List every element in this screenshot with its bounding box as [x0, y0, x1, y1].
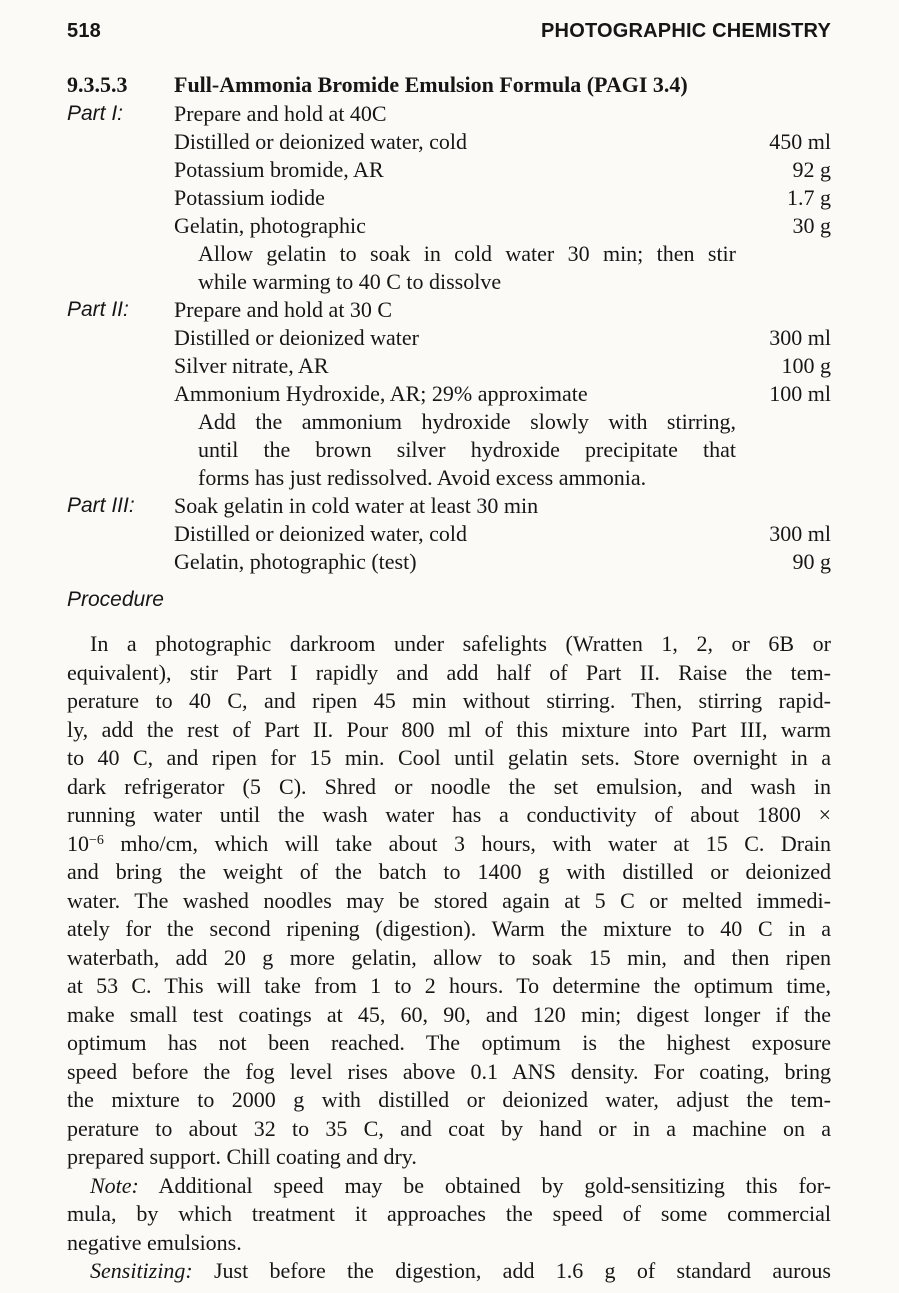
page-number: 518 [67, 19, 101, 42]
text-line: ly, add the rest of Part II. Pour 800 ml of this mixture into Part III, warm [67, 716, 831, 742]
ingredient-row [67, 212, 831, 240]
text-line [67, 830, 831, 859]
part-note-row [67, 268, 831, 296]
part-note-row [67, 408, 831, 436]
text-line: optimum has not been reached. The optimum is the highest exposure [67, 1030, 831, 1055]
text-line: running water until the wash water has a conductivity of about 1800 × [67, 802, 831, 827]
part-heading-row [67, 100, 831, 128]
ingredient-row [67, 156, 831, 184]
part-note-line: Allow gelatin to soak in cold water 30 min; then stir [198, 241, 736, 266]
ingredient-name: Silver nitrate, AR [174, 353, 329, 378]
text-line: speed before the fog level rises above 0.1 ANS density. For coating, bring [67, 1058, 831, 1084]
ingredient-name: Gelatin, photographic (test) [174, 549, 417, 574]
part-note-line: until the brown silver hydroxide precipitate that [198, 437, 736, 462]
ingredient-quantity: 100 ml [769, 381, 831, 406]
ingredient-row [67, 548, 831, 576]
text-line: to 40 C, and ripen for 15 min. Cool until gelatin sets. Store overnight in a [67, 745, 831, 770]
part-note-line: Add the ammonium hydroxide slowly with stirring, [198, 409, 736, 434]
ingredient-name: Potassium iodide [174, 185, 325, 210]
exponent-base: 10 [67, 830, 89, 856]
part-label: Part II: [67, 298, 129, 321]
part-heading-row [67, 296, 831, 324]
text-line: and bring the weight of the batch to 1400 g with distilled or deionized [67, 859, 831, 884]
part-note-row [67, 436, 831, 464]
text-run: Additional speed may be obtained by gold-sensitizing this for- [138, 1172, 831, 1198]
running-header [67, 18, 831, 44]
ingredient-row [67, 184, 831, 212]
text-line: ately for the second ripening (digestion). Warm the mixture to 40 C in a [67, 916, 831, 941]
part-label: Part I: [67, 102, 124, 125]
text-line: perature to 40 C, and ripen 45 min without stirring. Then, stirring rapid- [67, 688, 831, 713]
sensitizing-label: Sensitizing: [90, 1258, 193, 1283]
section-number: 9.3.5.3 [67, 72, 128, 97]
note-paragraph [67, 1172, 831, 1258]
ingredient-name: Potassium bromide, AR [174, 157, 384, 182]
note-label: Note: [90, 1172, 139, 1198]
ingredient-row [67, 520, 831, 548]
formula-table [67, 100, 831, 576]
ingredient-quantity: 92 g [792, 157, 831, 182]
section-title [67, 72, 688, 98]
formula-part [67, 100, 831, 296]
text-line: at 53 C. This will take from 1 to 2 hours. To determine the optimum time, [67, 973, 831, 998]
ingredient-name: Ammonium Hydroxide, AR; 29% approximate [174, 381, 588, 406]
procedure-paragraph [67, 630, 831, 1172]
part-heading: Soak gelatin in cold water at least 30 min [174, 493, 539, 518]
ingredient-row [67, 352, 831, 380]
ingredient-name: Gelatin, photographic [174, 213, 366, 238]
text-line: In a photographic darkroom under safelights (Wratten 1, 2, or 6B or [90, 631, 831, 656]
ingredient-row [67, 380, 831, 408]
text-line [67, 1257, 831, 1286]
ingredient-quantity: 100 g [781, 353, 831, 378]
procedure-body [67, 630, 831, 1286]
ingredient-quantity: 90 g [792, 549, 831, 574]
text-run: Just before the digestion, add 1.6 g of standard aurous [192, 1258, 831, 1283]
text-line: perature to about 32 to 35 C, and coat by hand or in a machine on a [67, 1115, 831, 1141]
section-heading: Full-Ammonia Bromide Emulsion Formula (PAGI 3.4) [174, 72, 688, 97]
ingredient-quantity: 300 ml [769, 325, 831, 350]
text-run: mho/cm, which will take about 3 hours, with water at 15 C. Drain [103, 830, 831, 856]
ingredient-quantity: 300 ml [769, 521, 831, 546]
ingredient-row [67, 128, 831, 156]
part-note-line: forms has just redissolved. Avoid excess ammonia. [198, 465, 647, 490]
procedure-heading: Procedure [67, 588, 164, 611]
ingredient-name: Distilled or deionized water, cold [174, 129, 467, 154]
formula-part [67, 492, 831, 576]
formula-part [67, 296, 831, 492]
text-line: water. The washed noodles may be stored again at 5 C or melted immedi- [67, 887, 831, 913]
text-line: make small test coatings at 45, 60, 90, and 120 min; digest longer if the [67, 1001, 831, 1027]
ingredient-quantity: 1.7 g [787, 185, 831, 210]
running-title: PHOTOGRAPHIC CHEMISTRY [541, 19, 831, 42]
sensitizing-paragraph [67, 1257, 831, 1286]
text-line: equivalent), stir Part I rapidly and add half of Part II. Raise the tem- [67, 659, 831, 685]
text-line: negative emulsions. [67, 1229, 242, 1255]
part-heading-row [67, 492, 831, 520]
ingredient-name: Distilled or deionized water, cold [174, 521, 467, 546]
text-line: mula, by which treatment it approaches the speed of some commercial [67, 1201, 831, 1226]
part-note-row [67, 464, 831, 492]
part-label: Part III: [67, 494, 135, 517]
text-line: prepared support. Chill coating and dry. [67, 1144, 417, 1169]
ingredient-row [67, 324, 831, 352]
text-line: waterbath, add 20 g more gelatin, allow to soak 15 min, and then ripen [67, 944, 831, 970]
text-line [67, 1172, 831, 1201]
ingredient-name: Distilled or deionized water [174, 325, 419, 350]
part-note-row [67, 240, 831, 268]
part-note-line: while warming to 40 C to dissolve [198, 269, 502, 294]
ingredient-quantity: 450 ml [769, 129, 831, 154]
exponent: −6 [89, 832, 104, 848]
ingredient-quantity: 30 g [792, 213, 831, 238]
text-line: dark refrigerator (5 C). Shred or noodle the set emulsion, and wash in [67, 773, 831, 799]
text-line: the mixture to 2000 g with distilled or deionized water, adjust the tem- [67, 1087, 831, 1112]
part-heading: Prepare and hold at 30 C [174, 297, 393, 322]
part-heading: Prepare and hold at 40C [174, 101, 387, 126]
